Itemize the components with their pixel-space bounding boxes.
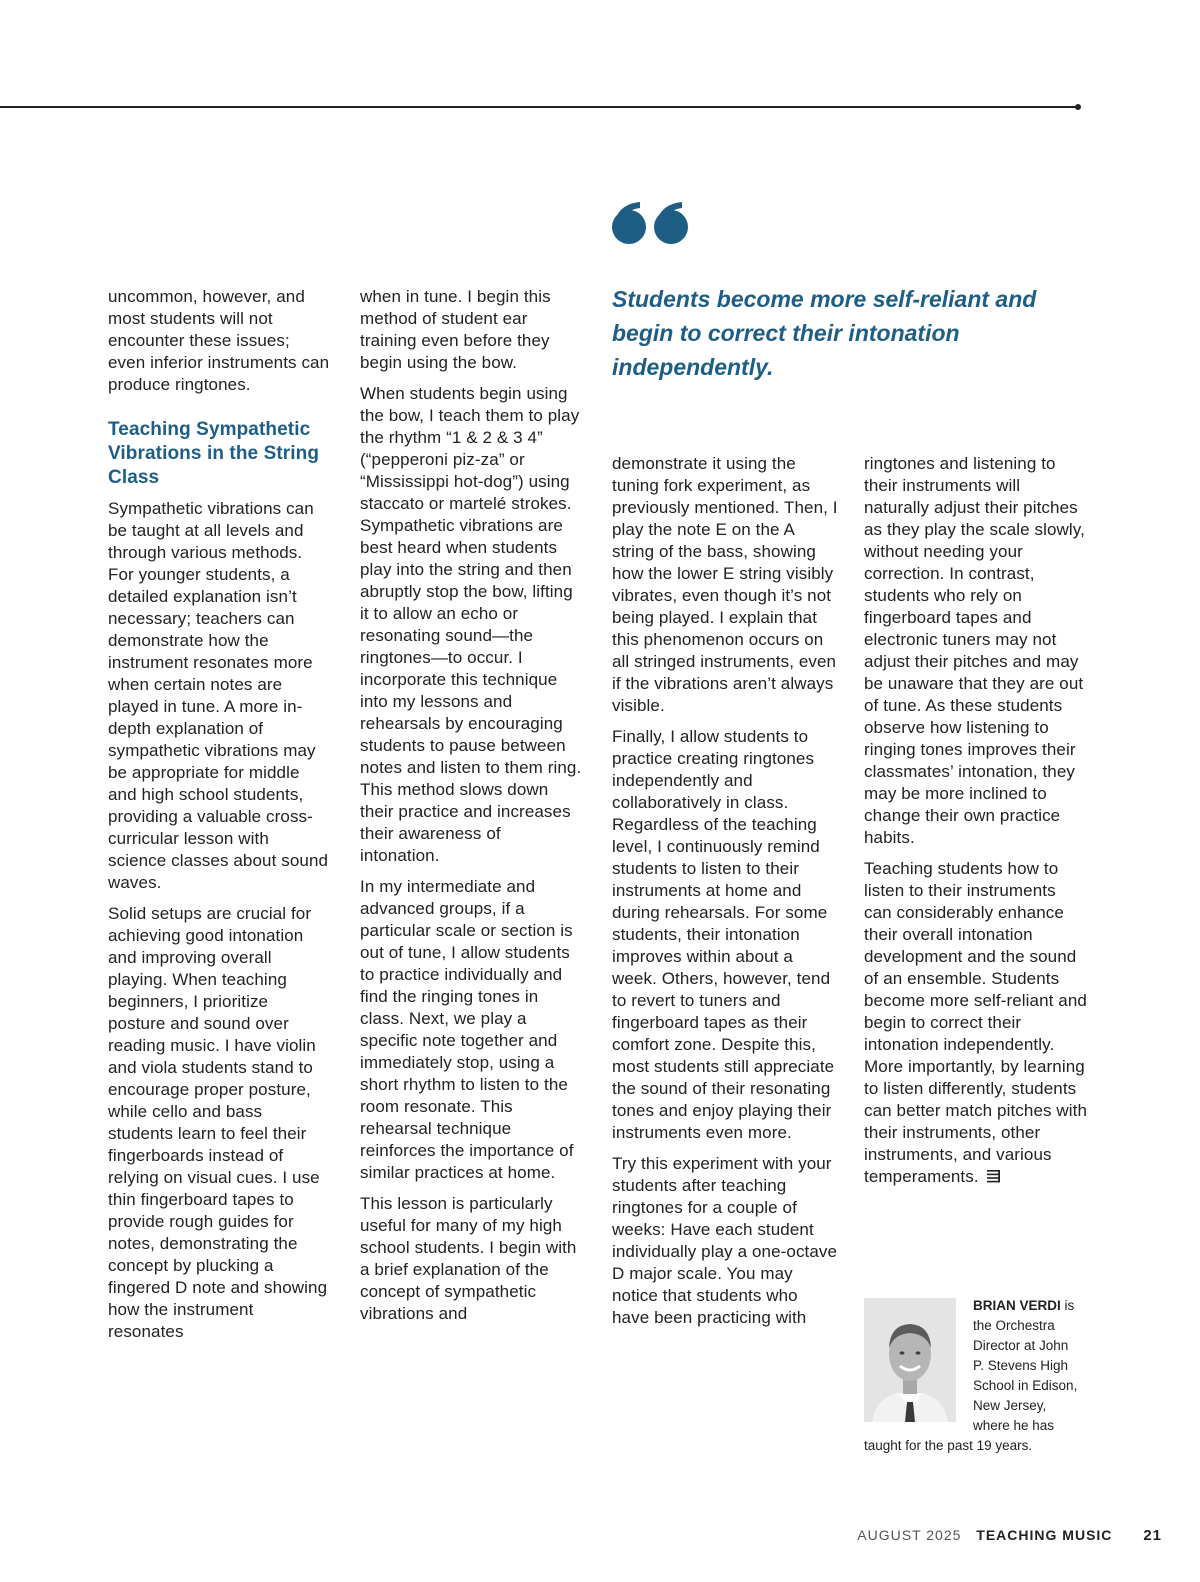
- page-footer: [857, 1527, 1162, 1544]
- quote-mark-icon: [610, 198, 692, 248]
- bio-line-6: New Jersey,: [973, 1398, 1047, 1413]
- col3-paragraph-2: Finally, I allow students to practice creating ringtones independently and collaboratively in class. Regardless of the teaching level, I continuously remind students to listen to their instruments at home and during rehearsals. For some students, their intonation improves within about a week. Others, however, tend to revert to tuners and fingerboard tapes as their comfort zone. Despite this, most students still appreciate the sound of their resonating tones and enjoy playing their instruments even more.: [612, 727, 835, 1142]
- bio-line-5: School in Edison,: [973, 1378, 1078, 1393]
- end-of-article-icon: [987, 1170, 1001, 1183]
- bio-line-4: P. Stevens High: [973, 1358, 1069, 1373]
- bio-line-3: Director at John: [973, 1338, 1069, 1353]
- pull-quote: Students become more self-reliant and begin to correct their intonation independently.: [612, 286, 1037, 380]
- top-rule-dot: [1075, 104, 1081, 110]
- col4-paragraph-2-text: Teaching students how to listen to their instruments can considerably enhance their overall intonation development and the sound of an ensemble. Students become more self-reliant and begin to correct their intonation independently. More importantly, by learning to listen differently, students can better match pitches with their instruments, other instruments, and various temperaments.: [864, 859, 1088, 1186]
- col2-paragraph-2: When students begin using the bow, I teach them to play the rhythm “1 & 2 & 3 4” (“pepperoni piz-za” or “Mississippi hot-dog”) using staccato or martelé strokes. Sympathetic vibrations are best heard when students play into the string and then abruptly stop the bow, lifting it to allow an echo or resonating sound—the ringtones—to occur. I incorporate this technique into my lessons and rehearsals by encouraging students to pause between notes and listen to them ring. This method slows down their practice and increases their awareness of intonation.: [360, 384, 582, 865]
- top-rule: [0, 106, 1078, 108]
- page-number: 21: [1143, 1527, 1162, 1544]
- author-bio: [864, 1296, 1084, 1456]
- col1-paragraph-1: uncommon, however, and most students will not encounter these issues; even inferior instruments can produce ringtones.: [108, 287, 330, 394]
- author-name: BRIAN VERDI: [973, 1298, 1061, 1313]
- col4-paragraph-2: [864, 858, 1088, 1188]
- column-3: [612, 453, 838, 1338]
- issue-date: AUGUST 2025: [857, 1527, 962, 1543]
- column-1: [108, 286, 330, 1352]
- column-2: [360, 286, 582, 1334]
- bio-line-2: the Orchestra: [973, 1318, 1055, 1333]
- bio-line-1: is: [1060, 1298, 1075, 1313]
- bio-line-7: where he has: [973, 1418, 1055, 1433]
- col2-paragraph-3: In my intermediate and advanced groups, if a particular scale or section is out of tune, I allow students to practice individually and find the ringing tones in class. Next, we play a specific note together and immediately stop, using a short rhythm to listen to the room resonate. This rehearsal technique reinforces the importance of similar practices at home.: [360, 877, 574, 1182]
- bio-line-8: taught for the past 19 years.: [864, 1438, 1033, 1453]
- col2-paragraph-1: when in tune. I begin this method of student ear training even before they begin using the bow.: [360, 287, 551, 372]
- col1-paragraph-2: Sympathetic vibrations can be taught at all levels and through various methods. For younger students, a detailed explanation isn’t necessary; teachers can demonstrate how the instrument resonates more when certain notes are played in tune. A more in-depth explanation of sympathetic vibrations may be appropriate for middle and high school students, providing a valuable cross-curricular lesson with science classes about sound waves.: [108, 499, 329, 892]
- col2-paragraph-4: This lesson is particularly useful for many of my high school students. I begin with a brief explanation of the concept of sympathetic vibrations and: [360, 1194, 577, 1323]
- column-4: [864, 453, 1088, 1197]
- col3-paragraph-3: Try this experiment with your students after teaching ringtones for a couple of weeks: Have each student individually play a one-octave D major scale. You may notice that students who have been practicing with: [612, 1154, 838, 1327]
- magazine-title: TEACHING MUSIC: [976, 1527, 1113, 1543]
- col1-paragraph-3: Solid setups are crucial for achieving good intonation and improving overall playing. When teaching beginners, I prioritize posture and sound over reading music. I have violin and viola students stand to encourage proper posture, while cello and bass students learn to feel their fingerboards instead of relying on visual cues. I use thin fingerboard tapes to provide rough guides for notes, demonstrating the concept by plucking a fingered D note and showing how the instrument resonates: [108, 904, 328, 1341]
- col4-paragraph-1: ringtones and listening to their instruments will naturally adjust their pitches as they play the scale slowly, without needing your correction. In contrast, students who rely on fingerboard tapes and electronic tuners may not adjust their pitches and may be unaware that they are out of tune. As these students observe how listening to ringing tones improves their classmates’ intonation, they may be more inclined to change their own practice habits.: [864, 454, 1085, 847]
- col3-paragraph-1: demonstrate it using the tuning fork experiment, as previously mentioned. Then, I play the note E on the A string of the bass, showing how the lower E string visibly vibrates, even though it’s not being played. I explain that this phenomenon occurs on all stringed instruments, even if the vibrations aren’t always visible.: [612, 454, 838, 715]
- section-subhead: Teaching Sympathetic Vibrations in the String Class: [108, 419, 320, 488]
